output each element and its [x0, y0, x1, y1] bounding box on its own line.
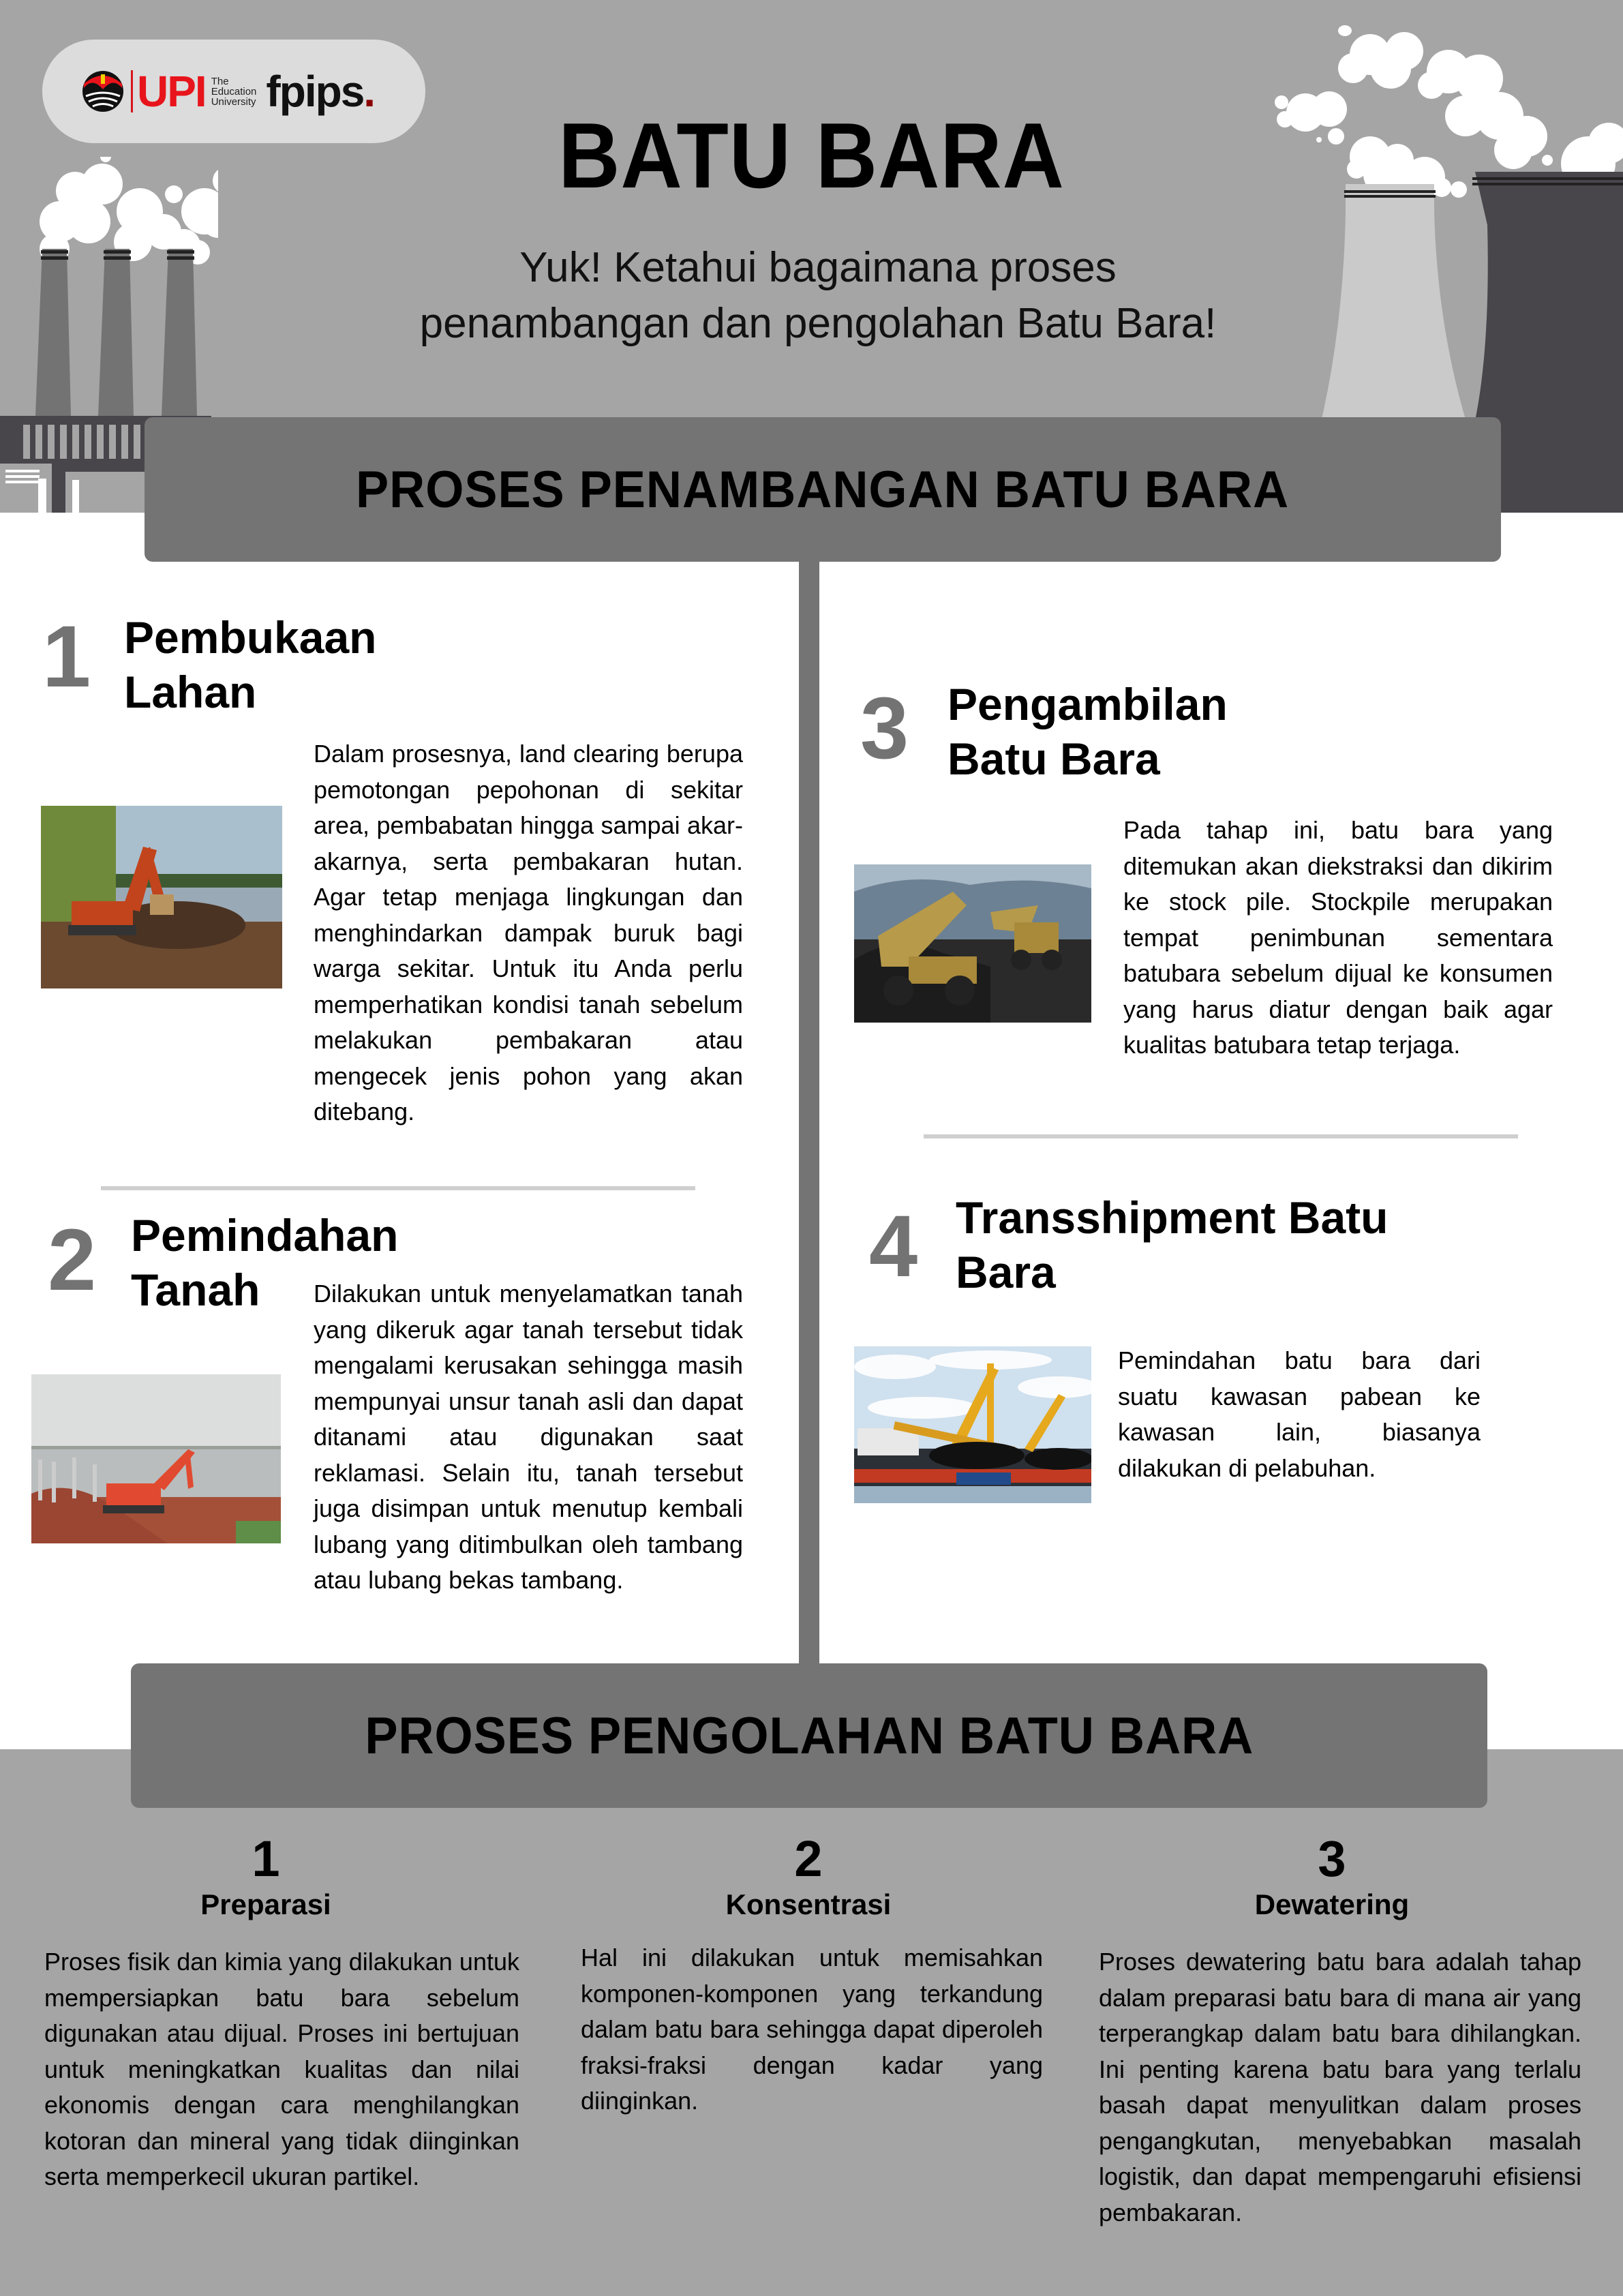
process-number: 3: [1318, 1830, 1346, 1887]
port-crane-ship-photo: [854, 1346, 1091, 1503]
upi-tagline: The Education University: [211, 75, 257, 108]
step-number: 1: [42, 608, 91, 706]
step-number: 4: [869, 1198, 918, 1295]
process-title: Dewatering: [1254, 1888, 1410, 1920]
page-title: BATU BARA: [558, 104, 1065, 207]
step-description: Pemindahan batu bara dari suatu kawasan pabean ke kawasan lain, biasanya dilakukan di pelabuhan.: [1118, 1346, 1481, 1482]
fpips-logo-text: fpips.: [266, 67, 375, 116]
process-description: Proses dewatering batu bara adalah tahap dalam preparasi batu bara di mana air yang terperangkap dalam batu bara dihilangkan. Ini penting karena batu bara yang terlalu basah dapat menyulitkan dalam proses pengangkutan, menyebabkan masalah logistik, dan dapat mempengaruhi efisiensi pembakaran.: [1099, 1948, 1581, 2226]
step-description: Dilakukan untuk menyelamatkan tanah yang dikeruk agar tanah tersebut tidak mengalami kerusakan sehingga masih mempunyai unsur tanah asli dan dapat ditanami atau digunakan saat reklamasi. Selain itu, tanah tersebut juga disimpan untuk menutup kembali lubang yang ditimbulkan oleh tambang atau lubang bekas tambang.: [314, 1280, 743, 1594]
step-number: 2: [48, 1211, 97, 1309]
upi-logo-text: UPI: [137, 67, 206, 116]
excavator-land-clearing-photo: [41, 806, 282, 988]
process-title: Preparasi: [200, 1888, 331, 1920]
excavator-soil-moving-photo: [31, 1374, 281, 1543]
process-description: Hal ini dilakukan untuk memisahkan komponen-komponen yang terkandung dalam batu bara sehingga dapat diperoleh fraksi-fraksi dengan kadar yang diinginkan.: [581, 1944, 1043, 2115]
section-divider: [924, 1134, 1518, 1138]
step-number: 3: [860, 680, 909, 777]
step-title: Pemindahan Tanah: [131, 1210, 399, 1315]
step-description: Pada tahap ini, batu bara yang ditemukan akan diekstraksi dan dikirim ke stock pile. Stockpile merupakan tempat penimbunan sementara batubara sebelum dijual ke konsumen yang harus diatur dengan baik agar kualitas batubara tetap terjaga.: [1123, 816, 1553, 1059]
step-title: Pembukaan Lahan: [124, 612, 377, 717]
process-description: Proses fisik dan kimia yang dilakukan untuk mempersiapkan batu bara sebelum digunakan atau dijual. Proses ini bertujuan untuk meningkatkan kualitas dan nilai ekonomis dengan cara menghilangkan kotoran dan mineral yang tidak diinginkan serta memperkecil ukuran partikel.: [44, 1948, 519, 2190]
dump-truck-coal-photo: [854, 864, 1091, 1023]
mining-section-header: PROSES PENAMBANGAN BATU BARA: [145, 417, 1501, 562]
process-title: Konsentrasi: [725, 1888, 892, 1920]
step-description: Dalam prosesnya, land clearing berupa pemotongan pepohonan di sekitar area, pembabatan hingga sampai akar-akarnya, serta pembakaran hutan. Agar tetap menjaga lingkungan dan menghindarkan dampak buruk bagi warga sekitar. Untuk itu Anda perlu memperhatikan kondisi tanah sebelum melakukan pembakaran atau mengecek jenis pohon yang akan ditebang.: [314, 740, 743, 1126]
process-number: 1: [252, 1830, 280, 1887]
section-divider: [101, 1186, 695, 1190]
process-number: 2: [794, 1830, 823, 1887]
page-subtitle: Yuk! Ketahui bagaimana proses penambangan dan pengolahan Batu Bara!: [419, 244, 1217, 347]
processing-section-header: PROSES PENGOLAHAN BATU BARA: [131, 1663, 1487, 1808]
step-title: Transshipment Batu Bara: [956, 1192, 1389, 1297]
step-title: Pengambilan Batu Bara: [947, 679, 1228, 784]
timeline-connector: [799, 560, 819, 1666]
